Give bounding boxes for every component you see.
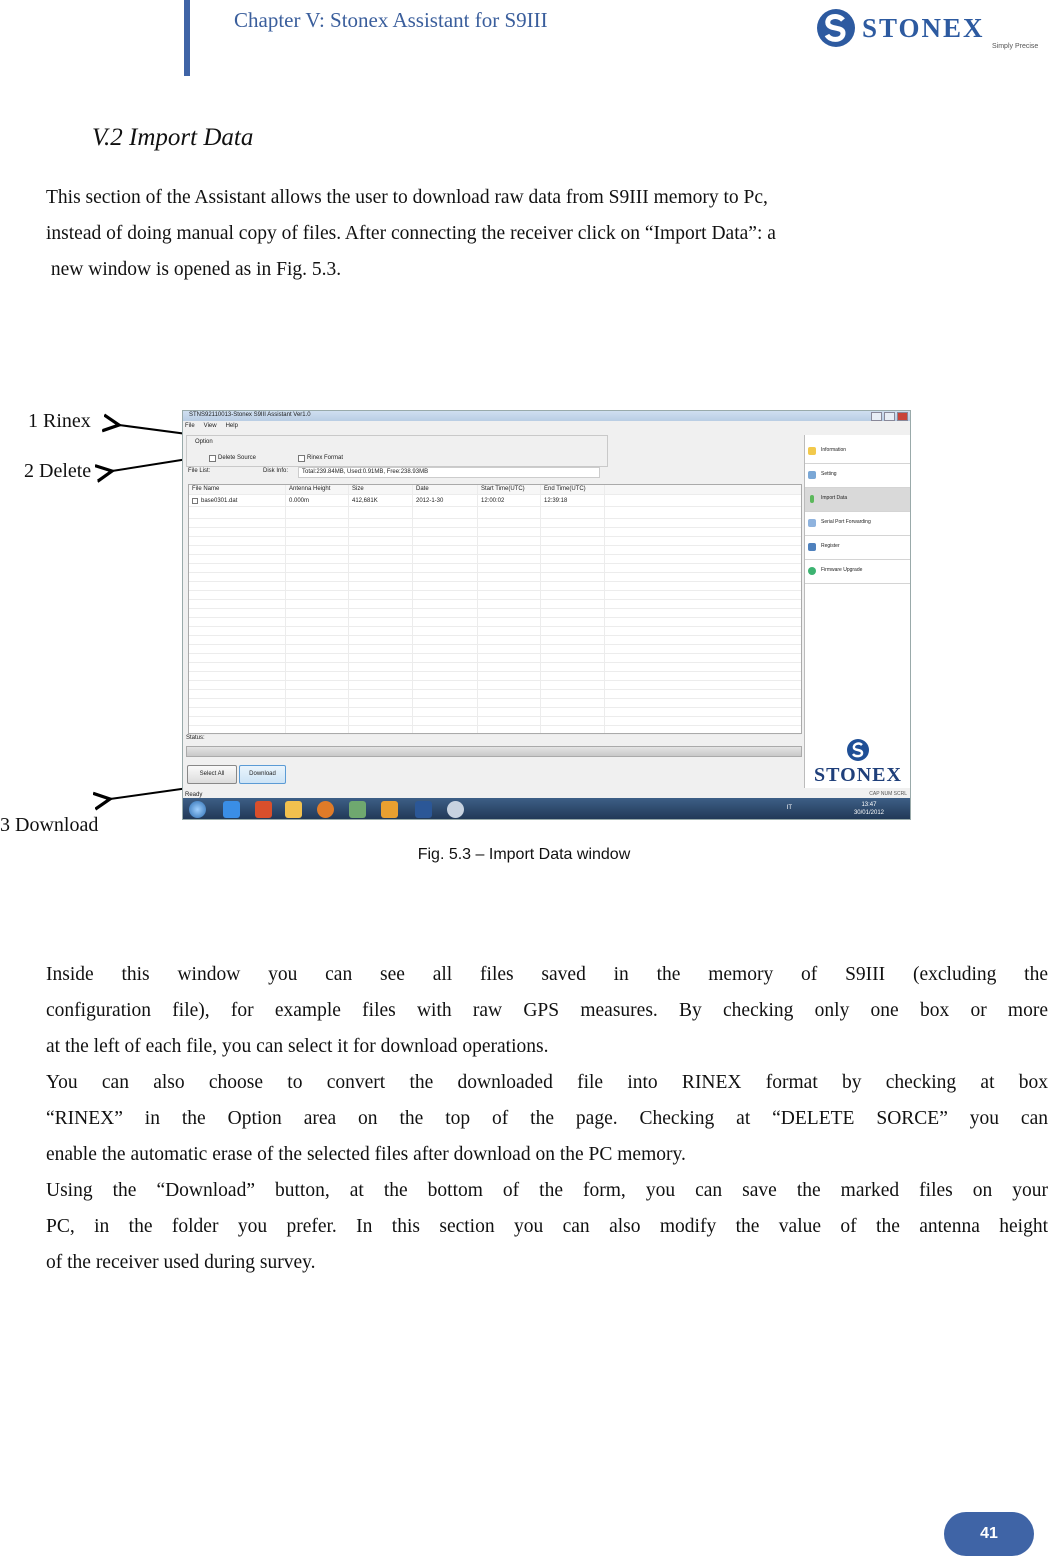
internet-explorer-icon[interactable] bbox=[223, 801, 240, 818]
keyboard-indicators: CAP NUM SCRL bbox=[869, 791, 907, 797]
stonex-side-logo bbox=[808, 738, 908, 786]
import-data-window-screenshot bbox=[182, 410, 911, 820]
file-table bbox=[188, 484, 802, 734]
callout-delete: 2 Delete bbox=[24, 460, 92, 482]
column-header: Date bbox=[416, 486, 429, 492]
file-select-checkbox[interactable] bbox=[192, 498, 198, 504]
upgrade-icon bbox=[808, 567, 816, 575]
register-icon bbox=[808, 543, 816, 551]
body-line: Using the “Download” button, at the bottom of the form, you can save the marked files on your bbox=[46, 1180, 1048, 1201]
firefox-icon[interactable] bbox=[317, 801, 334, 818]
search-icon bbox=[808, 519, 816, 527]
size-cell: 412,681K bbox=[352, 498, 378, 504]
side-item-label: Import Data bbox=[821, 495, 848, 501]
antenna-height-cell[interactable]: 0.000m bbox=[289, 498, 310, 504]
side-item-label: Setting bbox=[821, 471, 837, 477]
section-title: V.2 Import Data bbox=[92, 124, 254, 151]
intro-line: instead of doing manual copy of files. After connecting the receiver click on “Import Data”: a bbox=[46, 223, 776, 244]
close-icon[interactable] bbox=[897, 412, 908, 421]
side-item-label: Firmware Upgrade bbox=[821, 567, 863, 573]
end-time-cell: 12:39:18 bbox=[544, 498, 568, 504]
clock-time: 13:47 bbox=[861, 802, 877, 808]
side-item-label: Information bbox=[821, 447, 847, 453]
table-row-empty bbox=[189, 725, 801, 735]
side-navigation bbox=[804, 435, 911, 788]
column-divider bbox=[412, 485, 413, 733]
status-progress-bar bbox=[186, 746, 802, 757]
column-header: Start Time(UTC) bbox=[481, 486, 525, 492]
side-logo-text: STONEX bbox=[814, 764, 902, 786]
side-item-firmware-upgrade[interactable] bbox=[805, 560, 911, 584]
ready-status: Ready bbox=[185, 792, 203, 798]
file-name-cell: base0301.dat bbox=[201, 498, 238, 504]
menu-file[interactable]: File bbox=[185, 423, 195, 429]
import-icon bbox=[810, 495, 814, 503]
option-group bbox=[186, 435, 608, 467]
menu-bar bbox=[185, 423, 238, 429]
body-line: of the receiver used during survey. bbox=[46, 1252, 316, 1273]
stonex-emblem-icon bbox=[846, 738, 870, 762]
column-header: File Name bbox=[192, 486, 220, 492]
figure-caption: Fig. 5.3 – Import Data window bbox=[417, 846, 631, 863]
table-row[interactable] bbox=[189, 497, 801, 507]
column-divider bbox=[285, 485, 286, 733]
option-label: Option bbox=[195, 439, 213, 445]
svg-text:Simply Precise: Simply Precise bbox=[992, 43, 1039, 50]
download-button[interactable]: Download bbox=[239, 765, 286, 784]
body-line: You can also choose to convert the downloaded file into RINEX format by checking at box bbox=[46, 1072, 1048, 1093]
select-all-button[interactable]: Select All bbox=[187, 765, 237, 784]
disk-info-field bbox=[298, 467, 600, 478]
media-player-icon[interactable] bbox=[255, 801, 272, 818]
callout-download: 3 Download bbox=[0, 814, 99, 836]
maximize-icon[interactable] bbox=[884, 412, 895, 421]
column-divider bbox=[540, 485, 541, 733]
window-titlebar bbox=[183, 411, 910, 421]
rinex-format-checkbox[interactable] bbox=[298, 455, 305, 462]
column-divider bbox=[348, 485, 349, 733]
intro-line: This section of the Assistant allows the user to download raw data from S9III memory to Pc, bbox=[46, 187, 768, 208]
menu-help[interactable]: Help bbox=[225, 423, 238, 429]
file-list-label: File List: bbox=[188, 468, 211, 474]
side-item-serial-port-forwarding[interactable] bbox=[805, 512, 911, 536]
body-line: PC, in the folder you prefer. In this section you can also modify the value of the antenna height bbox=[46, 1216, 1048, 1237]
clock-date: 30/01/2012 bbox=[853, 810, 884, 816]
date-cell: 2012-1-30 bbox=[416, 498, 444, 504]
side-item-register[interactable] bbox=[805, 536, 911, 560]
body-line: Inside this window you can see all files saved in the memory of S9III (excluding the bbox=[46, 964, 1048, 985]
delete-source-checkbox[interactable] bbox=[209, 455, 216, 462]
intro-line: new window is opened as in Fig. 5.3. bbox=[46, 259, 342, 280]
status-label: Status: bbox=[186, 735, 205, 741]
body-paragraphs bbox=[46, 957, 1048, 1281]
svg-text:STONEX: STONEX bbox=[862, 13, 985, 43]
word-icon[interactable] bbox=[415, 801, 432, 818]
folder-icon[interactable] bbox=[285, 801, 302, 818]
callout-rinex: 1 Rinex bbox=[28, 410, 91, 432]
page-number: 41 bbox=[944, 1512, 1034, 1556]
windows-taskbar bbox=[183, 798, 910, 820]
tray-language: IT bbox=[786, 805, 792, 811]
settings-icon bbox=[808, 471, 816, 479]
chapter-title: Chapter V: Stonex Assistant for S9III bbox=[234, 8, 548, 32]
menu-view[interactable]: View bbox=[203, 423, 217, 429]
stonex-assistant-icon[interactable] bbox=[447, 801, 464, 818]
window-title: STNS92110013-Stonex S9III Assistant Ver1.0 bbox=[189, 412, 311, 418]
taskbar-clock bbox=[854, 801, 884, 817]
users-icon[interactable] bbox=[349, 801, 366, 818]
side-item-information[interactable] bbox=[805, 440, 911, 464]
delete-source-label: Delete Source bbox=[218, 455, 257, 461]
column-divider bbox=[477, 485, 478, 733]
column-divider bbox=[604, 485, 605, 733]
rinex-format-label: Rinex Format bbox=[307, 455, 344, 461]
table-header-row bbox=[189, 485, 801, 495]
minimize-icon[interactable] bbox=[871, 412, 882, 421]
side-item-import-data[interactable] bbox=[805, 488, 911, 512]
body-line: “RINEX” in the Option area on the top of the page. Checking at “DELETE SORCE” you can bbox=[46, 1108, 1048, 1129]
start-time-cell: 12:00:02 bbox=[481, 498, 505, 504]
side-item-label: Serial Port Forwarding bbox=[821, 519, 871, 525]
column-header: Size bbox=[352, 486, 364, 492]
star-icon bbox=[808, 447, 816, 455]
body-line: enable the automatic erase of the selected files after download on the PC memory. bbox=[46, 1144, 686, 1165]
disk-info-label: Disk Info: bbox=[263, 468, 289, 474]
body-line: configuration file), for example files with raw GPS measures. By checking only one box or more bbox=[46, 1000, 1048, 1021]
outlook-icon[interactable] bbox=[381, 801, 398, 818]
side-item-label: Register bbox=[821, 543, 840, 549]
start-icon[interactable] bbox=[189, 801, 206, 818]
column-header: End Time(UTC) bbox=[544, 486, 586, 492]
disk-info-value: Total:239.84MB, Used:0.91MB, Free:238.93MB bbox=[302, 469, 429, 475]
column-header: Antenna Height bbox=[289, 486, 331, 492]
body-line: at the left of each file, you can select it for download operations. bbox=[46, 1036, 549, 1057]
side-item-setting[interactable] bbox=[805, 464, 911, 488]
